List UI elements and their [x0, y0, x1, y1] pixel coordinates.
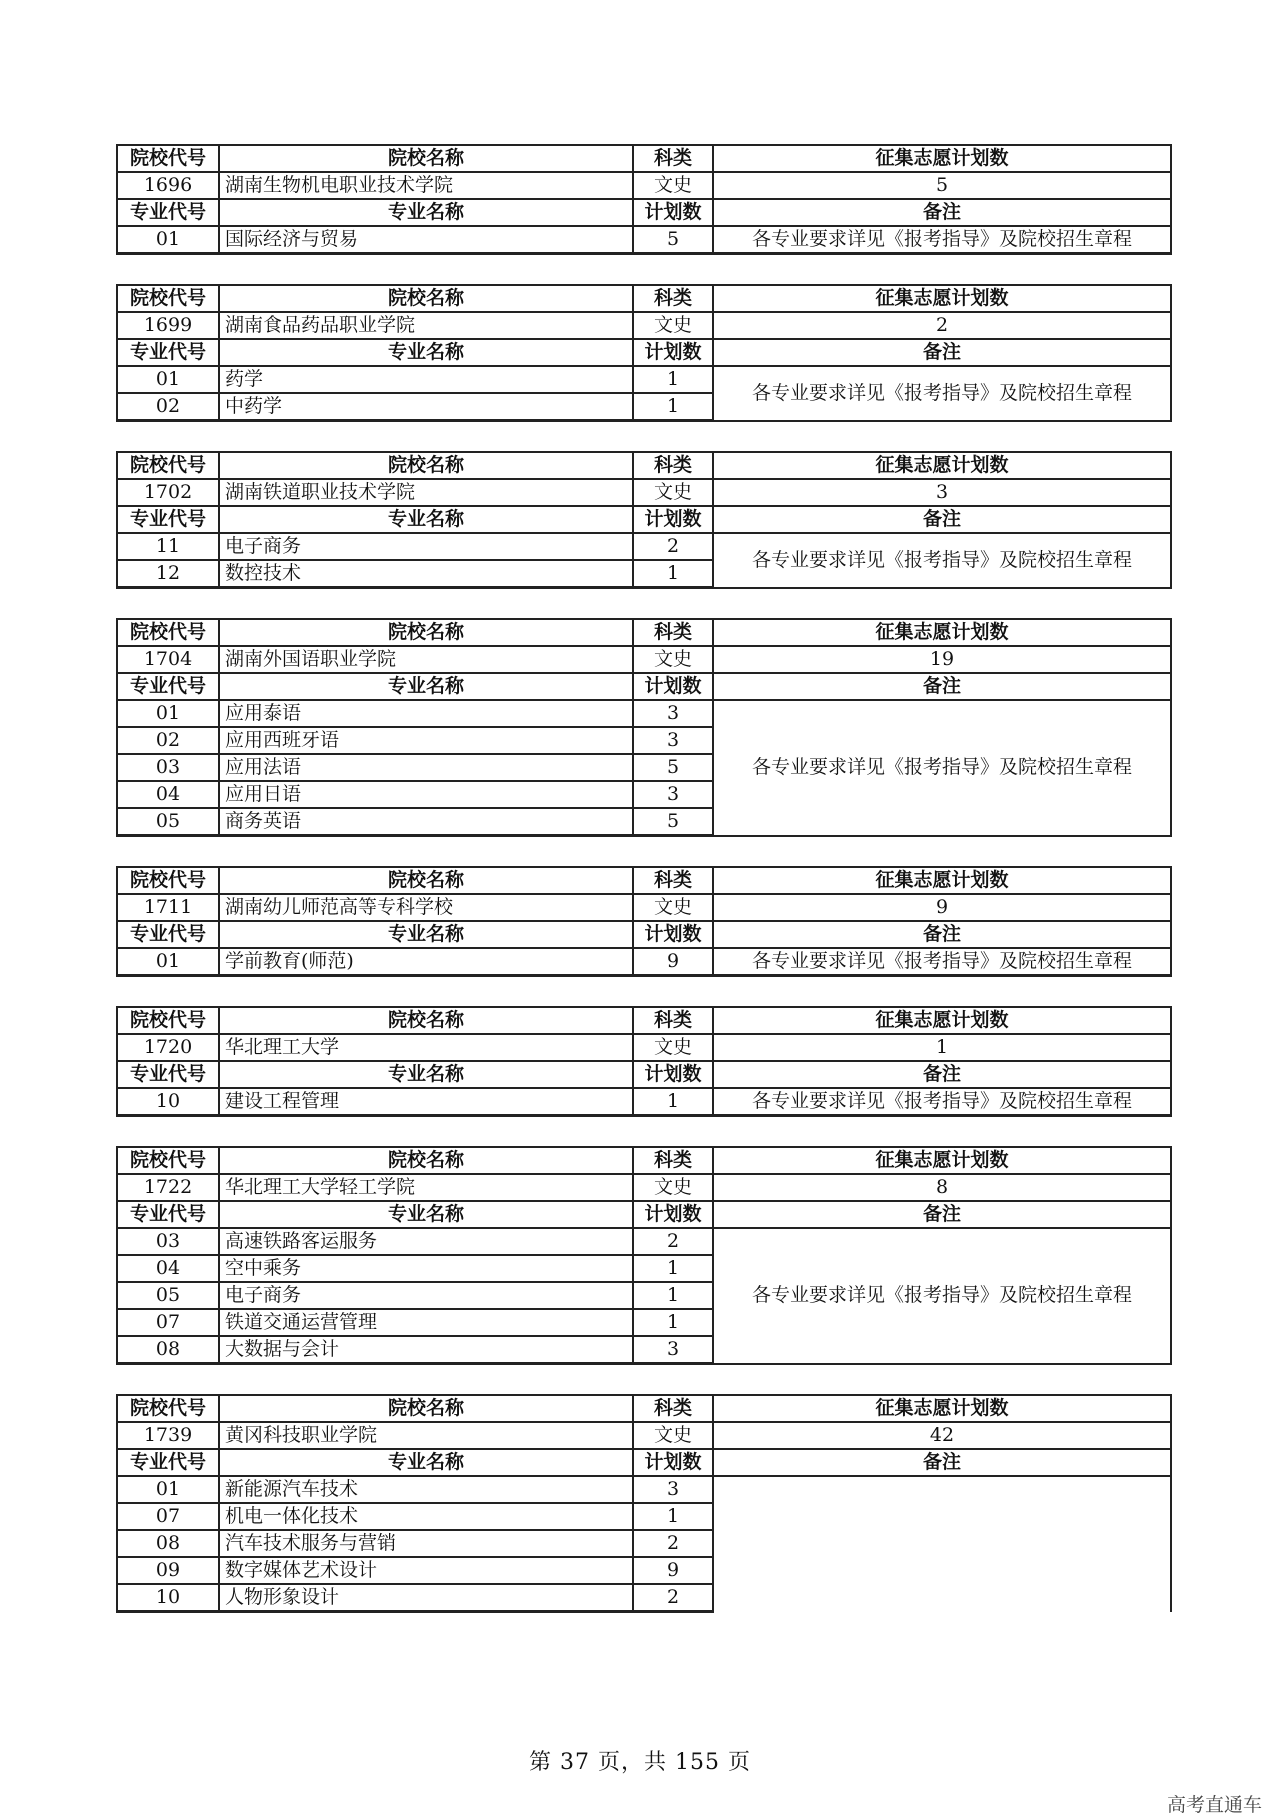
- plan-count: 1: [633, 560, 713, 588]
- major-name: 国际经济与贸易: [219, 226, 633, 254]
- major-name: 机电一体化技术: [219, 1503, 633, 1530]
- school-name: 湖南食品药品职业学院: [219, 312, 633, 339]
- school-header-row: [117, 1395, 1171, 1422]
- plan-count-header: 计划数: [633, 1449, 713, 1476]
- school-code-header: 院校代号: [117, 145, 219, 172]
- major-row: [117, 1228, 1171, 1255]
- school-code: 1722: [117, 1174, 219, 1201]
- category: 文史: [633, 172, 713, 199]
- school-code-header: 院校代号: [117, 1147, 219, 1174]
- plan-total-header: 征集志愿计划数: [713, 1395, 1171, 1422]
- major-code: 12: [117, 560, 219, 588]
- major-header-row: [117, 673, 1171, 700]
- school-name: 湖南铁道职业技术学院: [219, 479, 633, 506]
- remark-header: 备注: [713, 506, 1171, 533]
- school-name: 湖南生物机电职业技术学院: [219, 172, 633, 199]
- major-name: 商务英语: [219, 808, 633, 836]
- school-row: [117, 894, 1171, 921]
- major-name: 应用泰语: [219, 700, 633, 727]
- school-block: [116, 1394, 1172, 1613]
- plan-count-header: 计划数: [633, 673, 713, 700]
- plan-total: 8: [713, 1174, 1171, 1201]
- category: 文史: [633, 479, 713, 506]
- major-name: 应用日语: [219, 781, 633, 808]
- school-name: 湖南外国语职业学院: [219, 646, 633, 673]
- school-block: [116, 144, 1172, 255]
- category-header: 科类: [633, 145, 713, 172]
- major-row: [117, 366, 1171, 393]
- remark: 各专业要求详见《报考指导》及院校招生章程: [713, 700, 1171, 836]
- plan-total-header: 征集志愿计划数: [713, 145, 1171, 172]
- plan-count: 5: [633, 808, 713, 836]
- plan-count: 5: [633, 226, 713, 254]
- major-code: 08: [117, 1336, 219, 1364]
- school-name-header: 院校名称: [219, 285, 633, 312]
- major-name: 空中乘务: [219, 1255, 633, 1282]
- major-code: 02: [117, 727, 219, 754]
- plan-total-header: 征集志愿计划数: [713, 1147, 1171, 1174]
- plan-count: 1: [633, 1088, 713, 1116]
- plan-count: 2: [633, 533, 713, 560]
- plan-count-header: 计划数: [633, 1061, 713, 1088]
- school-row: [117, 312, 1171, 339]
- major-name: 学前教育(师范): [219, 948, 633, 976]
- remark-header: 备注: [713, 339, 1171, 366]
- plan-count: 9: [633, 1557, 713, 1584]
- category-header: 科类: [633, 285, 713, 312]
- remark-header: 备注: [713, 921, 1171, 948]
- plan-count: 1: [633, 1309, 713, 1336]
- remark: 各专业要求详见《报考指导》及院校招生章程: [713, 1088, 1171, 1116]
- major-code-header: 专业代号: [117, 199, 219, 226]
- plan-count: 1: [633, 1282, 713, 1309]
- remark: [713, 1476, 1171, 1612]
- major-code: 09: [117, 1557, 219, 1584]
- major-code: 03: [117, 1228, 219, 1255]
- plan-count: 3: [633, 1476, 713, 1503]
- remark-header: 备注: [713, 673, 1171, 700]
- category-header: 科类: [633, 1147, 713, 1174]
- plan-count-header: 计划数: [633, 199, 713, 226]
- plan-total-header: 征集志愿计划数: [713, 1007, 1171, 1034]
- major-code-header: 专业代号: [117, 921, 219, 948]
- plan-count: 2: [633, 1530, 713, 1557]
- school-name-header: 院校名称: [219, 1147, 633, 1174]
- major-name: 高速铁路客运服务: [219, 1228, 633, 1255]
- plan-total: 19: [713, 646, 1171, 673]
- major-code: 01: [117, 366, 219, 393]
- plan-total: 9: [713, 894, 1171, 921]
- plan-total-header: 征集志愿计划数: [713, 452, 1171, 479]
- major-header-row: [117, 339, 1171, 366]
- major-row: [117, 700, 1171, 727]
- major-name-header: 专业名称: [219, 673, 633, 700]
- remark: 各专业要求详见《报考指导》及院校招生章程: [713, 366, 1171, 421]
- major-code: 07: [117, 1309, 219, 1336]
- plan-count: 1: [633, 1255, 713, 1282]
- major-name-header: 专业名称: [219, 1201, 633, 1228]
- major-code: 01: [117, 948, 219, 976]
- category: 文史: [633, 1174, 713, 1201]
- major-code-header: 专业代号: [117, 673, 219, 700]
- school-header-row: [117, 619, 1171, 646]
- major-header-row: [117, 199, 1171, 226]
- school-code: 1739: [117, 1422, 219, 1449]
- school-name-header: 院校名称: [219, 145, 633, 172]
- school-name-header: 院校名称: [219, 1395, 633, 1422]
- school-block: [116, 1006, 1172, 1117]
- watermark: 高考直通车: [1166, 1794, 1262, 1816]
- school-code: 1720: [117, 1034, 219, 1061]
- school-code-header: 院校代号: [117, 867, 219, 894]
- plan-count-header: 计划数: [633, 1201, 713, 1228]
- category: 文史: [633, 1422, 713, 1449]
- school-code-header: 院校代号: [117, 1007, 219, 1034]
- school-code: 1702: [117, 479, 219, 506]
- plan-total: 1: [713, 1034, 1171, 1061]
- school-code-header: 院校代号: [117, 1395, 219, 1422]
- remark-header: 备注: [713, 199, 1171, 226]
- major-name-header: 专业名称: [219, 1449, 633, 1476]
- plan-count: 3: [633, 700, 713, 727]
- school-name: 华北理工大学: [219, 1034, 633, 1061]
- plan-total-header: 征集志愿计划数: [713, 867, 1171, 894]
- major-name: 电子商务: [219, 533, 633, 560]
- major-code: 10: [117, 1088, 219, 1116]
- school-code: 1696: [117, 172, 219, 199]
- plan-count: 1: [633, 1503, 713, 1530]
- remark-header: 备注: [713, 1449, 1171, 1476]
- plan-count: 5: [633, 754, 713, 781]
- school-row: [117, 1422, 1171, 1449]
- major-name: 应用西班牙语: [219, 727, 633, 754]
- major-code-header: 专业代号: [117, 506, 219, 533]
- major-header-row: [117, 921, 1171, 948]
- school-block: [116, 866, 1172, 977]
- plan-count: 1: [633, 366, 713, 393]
- school-header-row: [117, 1007, 1171, 1034]
- category: 文史: [633, 312, 713, 339]
- major-code: 10: [117, 1584, 219, 1612]
- plan-count: 9: [633, 948, 713, 976]
- remark: 各专业要求详见《报考指导》及院校招生章程: [713, 1228, 1171, 1364]
- major-name: 中药学: [219, 393, 633, 421]
- plan-count: 3: [633, 1336, 713, 1364]
- school-row: [117, 172, 1171, 199]
- major-name: 新能源汽车技术: [219, 1476, 633, 1503]
- school-block: [116, 1146, 1172, 1365]
- school-block: [116, 284, 1172, 422]
- plan-count: 2: [633, 1584, 713, 1612]
- school-header-row: [117, 1147, 1171, 1174]
- major-code: 05: [117, 1282, 219, 1309]
- school-name: 华北理工大学轻工学院: [219, 1174, 633, 1201]
- plan-count-header: 计划数: [633, 339, 713, 366]
- school-row: [117, 1034, 1171, 1061]
- category-header: 科类: [633, 1395, 713, 1422]
- remark-header: 备注: [713, 1061, 1171, 1088]
- major-code: 11: [117, 533, 219, 560]
- school-name: 黄冈科技职业学院: [219, 1422, 633, 1449]
- major-name: 应用法语: [219, 754, 633, 781]
- major-code: 01: [117, 1476, 219, 1503]
- major-header-row: [117, 1449, 1171, 1476]
- category: 文史: [633, 646, 713, 673]
- plan-count: 1: [633, 393, 713, 421]
- school-header-row: [117, 285, 1171, 312]
- school-header-row: [117, 867, 1171, 894]
- school-name: 湖南幼儿师范高等专科学校: [219, 894, 633, 921]
- major-row: [117, 1476, 1171, 1503]
- school-row: [117, 479, 1171, 506]
- admission-plan-tables: [116, 144, 1170, 1642]
- school-row: [117, 1174, 1171, 1201]
- major-name: 汽车技术服务与营销: [219, 1530, 633, 1557]
- category-header: 科类: [633, 619, 713, 646]
- plan-total: 3: [713, 479, 1171, 506]
- major-name-header: 专业名称: [219, 199, 633, 226]
- major-row: [117, 533, 1171, 560]
- school-name-header: 院校名称: [219, 619, 633, 646]
- major-name: 大数据与会计: [219, 1336, 633, 1364]
- school-code-header: 院校代号: [117, 452, 219, 479]
- plan-count: 2: [633, 1228, 713, 1255]
- plan-count-header: 计划数: [633, 506, 713, 533]
- major-code-header: 专业代号: [117, 1201, 219, 1228]
- major-name: 数字媒体艺术设计: [219, 1557, 633, 1584]
- plan-total-header: 征集志愿计划数: [713, 285, 1171, 312]
- plan-total: 5: [713, 172, 1171, 199]
- category: 文史: [633, 894, 713, 921]
- major-header-row: [117, 1201, 1171, 1228]
- major-name: 铁道交通运营管理: [219, 1309, 633, 1336]
- major-code: 04: [117, 1255, 219, 1282]
- plan-total: 42: [713, 1422, 1171, 1449]
- school-code: 1711: [117, 894, 219, 921]
- remark: 各专业要求详见《报考指导》及院校招生章程: [713, 226, 1171, 254]
- school-name-header: 院校名称: [219, 452, 633, 479]
- major-code: 08: [117, 1530, 219, 1557]
- major-name: 药学: [219, 366, 633, 393]
- major-name: 数控技术: [219, 560, 633, 588]
- category-header: 科类: [633, 867, 713, 894]
- major-code-header: 专业代号: [117, 1061, 219, 1088]
- remark: 各专业要求详见《报考指导》及院校招生章程: [713, 533, 1171, 588]
- major-name-header: 专业名称: [219, 1061, 633, 1088]
- major-code: 01: [117, 226, 219, 254]
- major-name-header: 专业名称: [219, 339, 633, 366]
- school-code-header: 院校代号: [117, 619, 219, 646]
- school-header-row: [117, 145, 1171, 172]
- plan-count: 3: [633, 727, 713, 754]
- school-name-header: 院校名称: [219, 867, 633, 894]
- remark: 各专业要求详见《报考指导》及院校招生章程: [713, 948, 1171, 976]
- major-code: 01: [117, 700, 219, 727]
- plan-total: 2: [713, 312, 1171, 339]
- school-block: [116, 618, 1172, 837]
- page-footer: 第 37 页，共 155 页: [529, 1750, 751, 1775]
- school-code-header: 院校代号: [117, 285, 219, 312]
- category-header: 科类: [633, 1007, 713, 1034]
- major-name: 建设工程管理: [219, 1088, 633, 1116]
- category-header: 科类: [633, 452, 713, 479]
- plan-count: 3: [633, 781, 713, 808]
- major-name: 电子商务: [219, 1282, 633, 1309]
- school-row: [117, 646, 1171, 673]
- major-name-header: 专业名称: [219, 921, 633, 948]
- major-code: 04: [117, 781, 219, 808]
- major-row: [117, 226, 1171, 254]
- school-header-row: [117, 452, 1171, 479]
- major-code: 05: [117, 808, 219, 836]
- plan-count-header: 计划数: [633, 921, 713, 948]
- major-code-header: 专业代号: [117, 1449, 219, 1476]
- plan-total-header: 征集志愿计划数: [713, 619, 1171, 646]
- major-row: [117, 948, 1171, 976]
- major-code: 07: [117, 1503, 219, 1530]
- major-name-header: 专业名称: [219, 506, 633, 533]
- school-code: 1704: [117, 646, 219, 673]
- school-code: 1699: [117, 312, 219, 339]
- school-block: [116, 451, 1172, 589]
- category: 文史: [633, 1034, 713, 1061]
- major-code-header: 专业代号: [117, 339, 219, 366]
- major-header-row: [117, 1061, 1171, 1088]
- remark-header: 备注: [713, 1201, 1171, 1228]
- major-code: 02: [117, 393, 219, 421]
- school-name-header: 院校名称: [219, 1007, 633, 1034]
- major-code: 03: [117, 754, 219, 781]
- major-row: [117, 1088, 1171, 1116]
- major-name: 人物形象设计: [219, 1584, 633, 1612]
- major-header-row: [117, 506, 1171, 533]
